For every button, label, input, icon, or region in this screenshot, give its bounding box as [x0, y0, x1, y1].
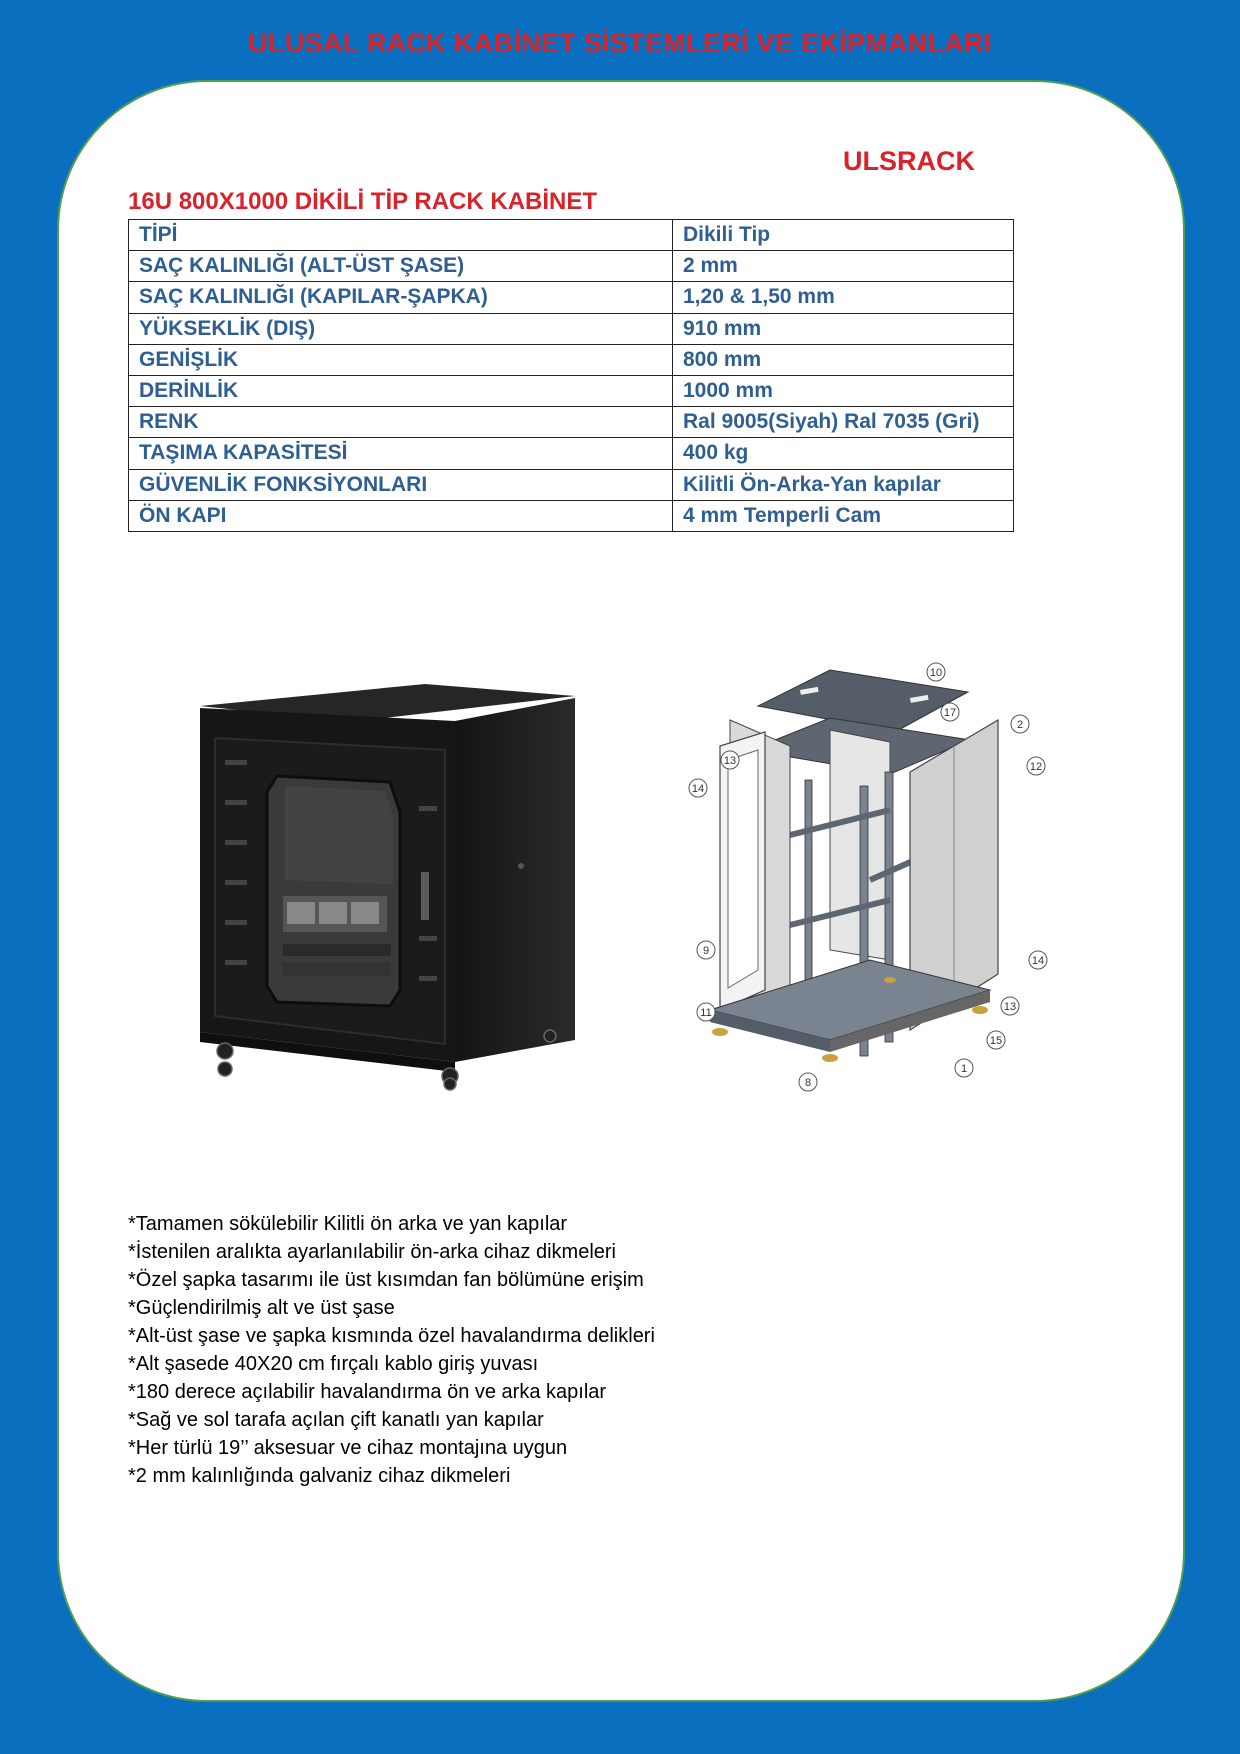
- callout-label: 9: [702, 945, 710, 957]
- table-row: [129, 344, 1014, 375]
- spec-value: Dikili Tip: [673, 220, 1014, 251]
- table-row: [129, 500, 1014, 531]
- spec-value: 910 mm: [673, 313, 1014, 344]
- callout-label: 12: [1029, 761, 1043, 773]
- list-item: *Tamamen sökülebilir Kilitli ön arka ve yan kapılar: [128, 1213, 568, 1235]
- spec-value: 800 mm: [673, 344, 1014, 375]
- list-item: *Alt şasede 40X20 cm fırçalı kablo giriş yuvası: [128, 1353, 539, 1375]
- spec-key: ÖN KAPI: [129, 500, 673, 531]
- exploded-view-diagram: [680, 660, 1060, 1096]
- table-row: [129, 375, 1014, 406]
- table-row: [129, 220, 1014, 251]
- table-row: [129, 251, 1014, 282]
- list-item: *180 derece açılabilir havalandırma ön ve arka kapılar: [128, 1381, 607, 1403]
- callout-label: 2: [1016, 719, 1024, 731]
- spec-value: Ral 9005(Siyah) Ral 7035 (Gri): [673, 407, 1014, 438]
- cabinet-photo: [195, 676, 579, 1092]
- callout-label: 11: [700, 1007, 712, 1019]
- spec-value: 400 kg: [673, 438, 1014, 469]
- callout-label: 15: [989, 1035, 1003, 1047]
- spec-value: 1,20 & 1,50 mm: [673, 282, 1014, 313]
- spec-value: 1000 mm: [673, 375, 1014, 406]
- spec-key: YÜKSEKLİK (DIŞ): [129, 313, 673, 344]
- product-title: 16U 800X1000 DİKİLİ TİP RACK KABİNET: [128, 188, 598, 215]
- table-row: [129, 438, 1014, 469]
- callout-label: 10: [929, 667, 943, 679]
- list-item: *İstenilen aralıkta ayarlanılabilir ön-arka cihaz dikmeleri: [128, 1241, 616, 1263]
- callout-label: 13: [723, 755, 737, 767]
- spec-key: SAÇ KALINLIĞI (KAPILAR-ŞAPKA): [129, 282, 673, 313]
- list-item: *2 mm kalınlığında galvaniz cihaz dikmeleri: [128, 1465, 511, 1487]
- table-row: [129, 407, 1014, 438]
- spec-key: SAÇ KALINLIĞI (ALT-ÜST ŞASE): [129, 251, 673, 282]
- spec-key: GENİŞLİK: [129, 344, 673, 375]
- spec-key: TAŞIMA KAPASİTESİ: [129, 438, 673, 469]
- callout-label: 13: [1003, 1001, 1017, 1013]
- callout-label: 14: [691, 783, 705, 795]
- callout-label: 14: [1031, 955, 1045, 967]
- spec-key: GÜVENLİK FONKSİYONLARI: [129, 469, 673, 500]
- table-row: [129, 469, 1014, 500]
- list-item: *Sağ ve sol tarafa açılan çift kanatlı yan kapılar: [128, 1409, 544, 1431]
- page-header-title: ULUSAL RACK KABİNET SİSTEMLERİ VE EKİPMANLARI: [248, 28, 992, 58]
- list-item: *Güçlendirilmiş alt ve üst şase: [128, 1297, 395, 1319]
- feature-list: [128, 1210, 655, 1490]
- spec-table: [128, 219, 1014, 532]
- callout-label: 17: [943, 707, 957, 719]
- list-item: *Alt-üst şase ve şapka kısmında özel havalandırma delikleri: [128, 1325, 655, 1347]
- brand-name: ULSRACK: [843, 146, 975, 176]
- spec-value: 4 mm Temperli Cam: [673, 500, 1014, 531]
- spec-value: 2 mm: [673, 251, 1014, 282]
- table-row: [129, 282, 1014, 313]
- spec-value: Kilitli Ön-Arka-Yan kapılar: [673, 469, 1014, 500]
- callout-label: 8: [804, 1077, 812, 1089]
- list-item: *Her türlü 19’’ aksesuar ve cihaz montajına uygun: [128, 1437, 568, 1459]
- spec-key: TİPİ: [129, 220, 673, 251]
- table-row: [129, 313, 1014, 344]
- spec-key: DERİNLİK: [129, 375, 673, 406]
- callout-label: 1: [960, 1063, 968, 1075]
- spec-key: RENK: [129, 407, 673, 438]
- list-item: *Özel şapka tasarımı ile üst kısımdan fan bölümüne erişim: [128, 1269, 644, 1291]
